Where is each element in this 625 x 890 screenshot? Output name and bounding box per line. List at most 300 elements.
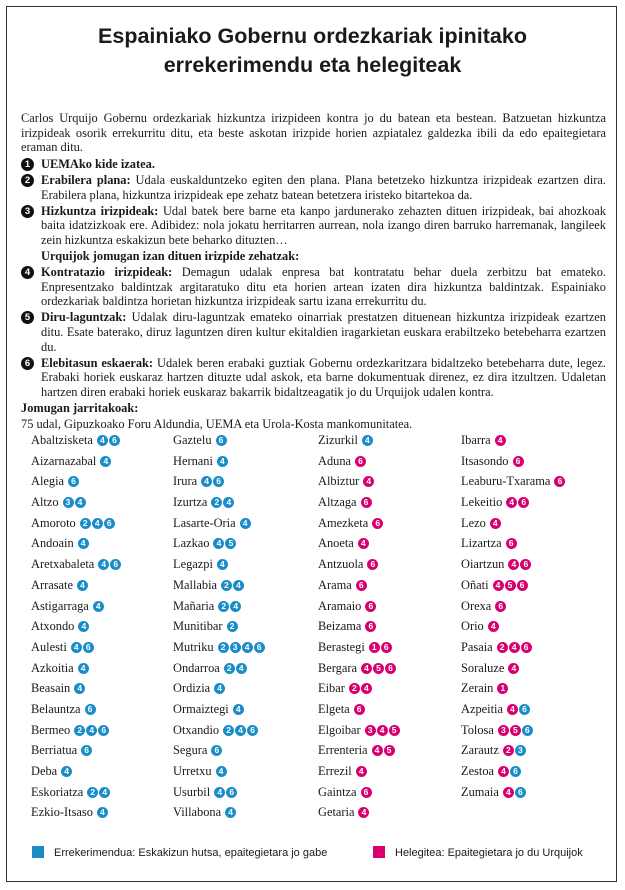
legend-pink-swatch [373,846,385,858]
criteria-number-badge: 6 [365,621,376,632]
municipality-entry [31,554,121,575]
municipality-entry [461,782,565,803]
criteria-text: Udalak diru-laguntzak emateko oinarriak prestatzen dituenean hizkuntza irizpideak ezartzen ditu. Esate baterako, diruz laguntzen diren kultur ekitaldien iragarkietan euskara erabiltzeko betebeharra ezartzen du. [41,310,606,354]
municipality-name: Altzaga [318,495,357,510]
criteria-number-badge: 4 [361,663,372,674]
municipality-name: Bergara [318,660,357,675]
criteria-number-badge: 1 [497,683,508,694]
municipality-name: Zumaia [461,784,499,799]
municipality-entry [461,658,565,679]
criteria-number-badge: 2 [211,497,222,508]
municipality-name: Oñati [461,577,489,592]
municipality-name: Otxandio [173,722,220,737]
criteria-number-badge: 4 [223,497,234,508]
title-line-2: errekerimendu eta helegiteak [163,53,462,77]
municipality-name: Irura [173,474,198,489]
municipality-entry [461,492,565,513]
municipality-name: Albiztur [318,474,360,489]
criteria-number-badge: 6 [109,435,120,446]
criteria-number-badge: 4 [98,559,109,570]
municipality-entry [461,761,565,782]
criteria-number-badge: 6 [519,704,530,715]
criteria-number-badge: 2 [74,725,85,736]
criteria-number-badge: 6 [521,642,532,653]
criteria-number-badge: 2 [221,580,232,591]
criteria-subheading: Urquijok jomugan izan dituen irizpide zehatzak: [41,249,300,264]
municipality-name: Ondarroa [173,660,220,675]
municipality-name: Eibar [318,681,345,696]
criteria-number-badge: 2 [80,518,91,529]
criteria-number-badge: 4 [358,538,369,549]
criteria-number-badge: 2 [227,621,238,632]
criteria-number-badge: 4 [235,725,246,736]
municipality-name: Ordizia [173,681,211,696]
municipality-name: Andoain [31,536,74,551]
municipality-column [318,430,400,823]
criteria-number-badge: 5 [505,580,516,591]
criteria-number-badge: 2 [218,601,229,612]
municipality-name: Atxondo [31,619,75,634]
municipality-entry [31,761,121,782]
municipality-entry [318,616,400,637]
municipality-entry [461,678,565,699]
criteria-item [21,310,606,354]
municipality-column [31,430,121,823]
municipality-name: Gaintza [318,784,357,799]
criteria-text: Demagun udalak enpresa bat kontratatu behar duela zerbitzu bat emateko. Enpresentzako baldintzak argitaratuko ditu eta horien artean izaten dira hizkuntza baldintzak. Espainiako ordezkariak baldintza horietan hizkuntza irizpideak sartu izana errekurritu du. [41,265,606,309]
municipality-entry [173,678,265,699]
criteria-text: Udala euskalduntzeko egiten den plana. Plana betetzeko hizkuntza irizpideak ezartzen dira. Erabilera plana, hizkuntza irizpideak epe zehatz batean betetzera iristeko bitartekoa da. [41,173,606,202]
criteria-number-badge: 6 [83,642,94,653]
criteria-item [21,204,606,248]
municipality-name: Antzuola [318,557,364,572]
municipality-name: Oiartzun [461,557,505,572]
criteria-number-badge: 4 [78,621,89,632]
criteria-number-badge: 4 [498,766,509,777]
criteria-number-badge: 4 [509,642,520,653]
municipality-entry [31,513,121,534]
municipality-entry [173,533,265,554]
criteria-number-badge: 2 [349,683,360,694]
municipality-entry [318,761,400,782]
municipality-entry [31,658,121,679]
municipality-entry [173,720,265,741]
title-line-1: Espainiako Gobernu ordezkariak ipinitako [98,24,527,48]
criteria-number-badge: 4 [508,663,519,674]
criteria-item [21,356,606,400]
municipality-name: Arrasate [31,577,73,592]
criteria-number-badge: 4 [362,435,373,446]
municipality-entry [31,740,121,761]
municipality-name: Pasaia [461,639,493,654]
criteria-number-badge: 3 [365,725,376,736]
municipality-name: Berastegi [318,639,365,654]
criteria-number-badge: 4 [358,807,369,818]
municipality-name: Beasain [31,681,71,696]
criteria-number-badge: 4 [503,787,514,798]
municipality-name: Lekeitio [461,495,503,510]
municipality-name: Urretxu [173,764,212,778]
criteria-number-badge: 4 [240,518,251,529]
municipality-entry [318,720,400,741]
criteria-number-badge: 4 [97,435,108,446]
municipality-name: Aulesti [31,639,67,654]
criteria-number-badge: 4 [92,518,103,529]
municipality-name: Orexa [461,598,492,613]
criteria-number-badge: 4 [488,621,499,632]
criteria-number-badge: 1 [369,642,380,653]
criteria-number-badge: 6 [104,518,115,529]
criteria-number-badge: 4 [230,601,241,612]
municipality-name: Beizama [318,619,362,634]
municipality-entry [318,596,400,617]
criteria-number-badge: 4 [217,559,228,570]
criteria-number-badge: 4 [99,787,110,798]
criteria-number-badge: 4 [217,456,228,467]
municipality-name: Altzo [31,495,59,510]
municipality-entry [173,637,265,658]
criteria-title: Diru-laguntzak: [41,310,127,325]
municipality-name: Lasarte-Oria [173,515,236,530]
criteria-text: Udal batek bere barne eta kanpo jardunerako zehazten dituen irizpideak, bai ahozkoak baita idatzizkoak ere. Adibidez: nola jokatu herritarren aurrean, nola izango diren barruko harremanak, langileek zein hizkuntza eskakizun bete beharko dituzten… [41,203,606,247]
criteria-number-badge: 2 [497,642,508,653]
municipality-name: Errenteria [318,743,368,758]
municipality-name: Ezkio-Itsaso [31,805,93,820]
criteria-number-badge: 5 [384,745,395,756]
criteria-number-badge: 4 [377,725,388,736]
municipality-name: Astigarraga [31,598,89,613]
municipality-entry [31,699,121,720]
number-badge: 1 [21,158,34,171]
municipality-entry [31,720,121,741]
criteria-number-badge: 4 [201,476,212,487]
criteria-number-badge: 4 [507,704,518,715]
municipality-entry [31,782,121,803]
criteria-number-badge: 6 [506,538,517,549]
municipality-entry [173,492,265,513]
legend-blue-label: Errekerimendua: Eskakizun hutsa, epaitegietara jo gabe [54,847,328,859]
municipality-name: Eskoriatza [31,784,84,799]
criteria-number-badge: 4 [214,787,225,798]
criteria-number-badge: 4 [100,456,111,467]
municipality-entry [318,637,400,658]
municipality-entry [173,430,265,451]
municipality-name: Lezo [461,515,486,530]
criteria-number-badge: 4 [372,745,383,756]
municipality-entry [31,596,121,617]
municipality-name: Lazkao [173,536,210,551]
municipality-name: Leaburu-Txarama [461,474,551,489]
criteria-number-badge: 3 [498,725,509,736]
criteria-number-badge: 4 [242,642,253,653]
municipality-entry [31,492,121,513]
municipality-name: Berriatua [31,743,78,758]
criteria-number-badge: 6 [254,642,265,653]
municipality-entry [461,740,565,761]
legend-blue-swatch [32,846,44,858]
municipality-entry [318,658,400,679]
municipality-entry [31,678,121,699]
municipality-entry [173,740,265,761]
municipality-entry [173,616,265,637]
municipality-name: Ormaiztegi [173,701,229,716]
criteria-number-badge: 4 [493,580,504,591]
criteria-number-badge: 4 [236,663,247,674]
criteria-number-badge: 5 [225,538,236,549]
municipality-name: Alegia [31,474,65,489]
municipality-name: Deba [31,764,58,778]
criteria-number-badge: 6 [211,745,222,756]
municipality-entry [461,637,565,658]
criteria-number-badge: 6 [247,725,258,736]
municipality-name: Gaztelu [173,433,212,447]
criteria-number-badge: 6 [361,787,372,798]
municipality-entry [31,471,121,492]
municipality-name: Belauntza [31,701,81,716]
criteria-number-badge: 4 [61,766,72,777]
criteria-number-badge: 3 [230,642,241,653]
criteria-number-badge: 3 [63,497,74,508]
municipality-name: Azkoitia [31,660,74,675]
municipality-name: Elgoibar [318,722,361,737]
municipality-name: Villabona [173,805,222,820]
municipality-entry [318,699,400,720]
number-badge: 3 [21,205,34,218]
criteria-number-badge: 6 [354,704,365,715]
criteria-number-badge: 6 [510,766,521,777]
criteria-number-badge: 4 [74,683,85,694]
legend-blue [32,846,327,860]
municipality-name: Amoroto [31,515,76,530]
municipality-name: Soraluze [461,660,505,675]
criteria-number-badge: 4 [213,538,224,549]
municipality-name: Zerain [461,681,494,696]
municipality-entry [31,637,121,658]
criteria-number-badge: 6 [365,601,376,612]
criteria-number-badge: 6 [520,559,531,570]
municipality-entry [318,430,400,451]
municipality-entry [31,430,121,451]
municipality-name: Itsasondo [461,453,509,468]
municipality-name: Aramaio [318,598,362,613]
criteria-number-badge: 4 [214,683,225,694]
municipality-entry [318,451,400,472]
criteria-list [21,157,606,431]
criteria-number-badge: 4 [490,518,501,529]
municipality-entry [318,782,400,803]
criteria-number-badge: 4 [77,580,88,591]
municipality-name: Usurbil [173,784,211,799]
criteria-number-badge: 2 [503,745,514,756]
criteria-number-badge: 4 [216,766,227,777]
municipality-entry [461,699,565,720]
criteria-number-badge: 4 [233,704,244,715]
criteria-number-badge: 2 [224,663,235,674]
number-badge: 4 [21,266,34,279]
criteria-item [21,157,606,172]
criteria-number-badge: 4 [233,580,244,591]
municipality-entry [173,471,265,492]
municipality-entry [173,451,265,472]
municipality-name: Aretxabaleta [31,557,95,572]
municipality-name: Hernani [173,453,213,468]
municipality-name: Orio [461,619,484,634]
criteria-number-badge: 3 [515,745,526,756]
criteria-number-badge: 6 [81,745,92,756]
municipality-entry [173,761,265,782]
criteria-number-badge: 6 [495,601,506,612]
municipality-entry [461,720,565,741]
municipality-entry [461,430,565,451]
criteria-number-badge: 5 [510,725,521,736]
criteria-number-badge: 4 [363,476,374,487]
municipality-name: Tolosa [461,722,494,737]
criteria-number-badge: 6 [226,787,237,798]
municipality-name: Mañaria [173,598,215,613]
criteria-number-badge: 5 [389,725,400,736]
municipality-entry [318,802,400,823]
intro-paragraph: Carlos Urquijo Gobernu ordezkariak hizkuntza irizpideen kontra jo du batean eta bestean. Batzuetan hizkuntza irizpideak osorik errekurritu ditu, eta beste askotan irizpide horien azpiatalez galdezka ibili da edo epaitegietara eraman ditu. [21,111,606,155]
criteria-number-badge: 6 [515,787,526,798]
criteria-title: UEMAko kide izatea. [41,157,155,171]
jomugan-text: 75 udal, Gipuzkoako Foru Aldundia, UEMA eta Urola-Kosta mankomunitatea. [21,416,413,431]
municipality-entry [31,616,121,637]
criteria-number-badge: 6 [213,476,224,487]
municipality-entry [461,533,565,554]
criteria-number-badge: 6 [385,663,396,674]
number-badge: 2 [21,174,34,187]
criteria-number-badge: 6 [110,559,121,570]
criteria-number-badge: 6 [517,580,528,591]
criteria-number-badge: 4 [508,559,519,570]
municipality-entry [173,658,265,679]
municipality-entry [461,616,565,637]
municipality-entry [461,471,565,492]
municipality-name: Azpeitia [461,701,503,716]
municipality-name: Errezil [318,764,352,778]
municipality-entry [461,575,565,596]
municipality-name: Aduna [318,453,352,468]
criteria-number-badge: 6 [68,476,79,487]
legend-pink-label: Helegitea: Epaitegietara jo du Urquijok [395,847,583,859]
criteria-number-badge: 5 [373,663,384,674]
municipality-entry [31,533,121,554]
criteria-number-badge: 6 [361,497,372,508]
municipality-entry [173,699,265,720]
criteria-number-badge: 4 [75,497,86,508]
criteria-number-badge: 2 [223,725,234,736]
municipality-name: Elgeta [318,701,350,716]
criteria-number-badge: 6 [554,476,565,487]
criteria-title: Elebitasun eskaerak: [41,355,154,370]
municipality-entry [461,596,565,617]
municipality-entry [461,513,565,534]
criteria-number-badge: 6 [355,456,366,467]
criteria-number-badge: 6 [367,559,378,570]
criteria-number-badge: 6 [372,518,383,529]
municipality-entry [173,802,265,823]
criteria-text: Udalek beren erabaki guztiak Gobernu ordezkaritzara bidaltzeko betebeharra dute, legez. Erabaki horiek euskaraz hartzen dituzte udal askok, eta barne dokumentuak direnez, ez dira itzultzen. Udaletan hartzen diren erabaki horiek euskaraz bakarrik bidaltzeagatik jo du Urquijok udalen kontra. [41,355,606,399]
municipality-name: Zestoa [461,764,495,778]
criteria-number-badge: 4 [97,807,108,818]
municipality-entry [461,554,565,575]
municipality-entry [173,782,265,803]
municipality-name: Izurtza [173,495,208,510]
criteria-number-badge: 4 [495,435,506,446]
criteria-number-badge: 6 [513,456,524,467]
municipality-entry [173,513,265,534]
criteria-item [21,173,606,202]
municipality-name: Legazpi [173,557,213,572]
criteria-number-badge: 4 [71,642,82,653]
criteria-number-badge: 6 [356,580,367,591]
municipality-entry [318,513,400,534]
municipality-name: Aizarnazabal [31,453,97,468]
criteria-number-badge: 4 [361,683,372,694]
municipality-name: Bermeo [31,722,71,737]
municipality-name: Ibarra [461,433,491,447]
municipality-name: Getaria [318,805,355,820]
municipality-entry [31,451,121,472]
criteria-number-badge: 6 [518,497,529,508]
municipality-entry [318,533,400,554]
legend-pink [373,846,583,860]
municipality-entry [318,678,400,699]
municipality-name: Anoeta [318,536,354,551]
criteria-number-badge: 6 [522,725,533,736]
criteria-title: Kontratazio irizpideak: [41,265,173,280]
municipality-name: Mutriku [173,639,214,654]
municipality-name: Mallabia [173,577,218,592]
criteria-number-badge: 6 [381,642,392,653]
number-badge: 5 [21,311,34,324]
municipality-name: Segura [173,743,208,758]
criteria-number-badge: 2 [87,787,98,798]
municipality-entry [318,575,400,596]
municipality-name: Abaltzisketa [31,433,93,447]
criteria-number-badge: 6 [85,704,96,715]
municipality-name: Amezketa [318,515,369,530]
municipality-name: Zarautz [461,743,499,758]
criteria-number-badge: 4 [225,807,236,818]
municipality-name: Zizurkil [318,433,358,447]
municipality-entry [318,492,400,513]
criteria-number-badge: 6 [98,725,109,736]
municipality-entry [173,554,265,575]
number-badge: 6 [21,357,34,370]
municipality-entry [173,575,265,596]
criteria-number-badge: 2 [218,642,229,653]
criteria-title: Hizkuntza irizpideak: [41,203,159,218]
criteria-number-badge: 4 [356,766,367,777]
municipality-name: Lizartza [461,536,502,551]
municipality-entry [173,596,265,617]
criteria-number-badge: 4 [78,663,89,674]
criteria-title: Erabilera plana: [41,173,131,188]
municipality-column [173,430,265,823]
criteria-number-badge: 4 [93,601,104,612]
criteria-number-badge: 4 [86,725,97,736]
municipality-entry [461,451,565,472]
municipality-name: Munitibar [173,619,223,634]
municipality-name: Arama [318,577,352,592]
article-title [0,22,625,80]
criteria-item [21,265,606,309]
municipality-entry [318,740,400,761]
municipality-entry [31,802,121,823]
criteria-number-badge: 4 [78,538,89,549]
criteria-number-badge: 6 [216,435,227,446]
